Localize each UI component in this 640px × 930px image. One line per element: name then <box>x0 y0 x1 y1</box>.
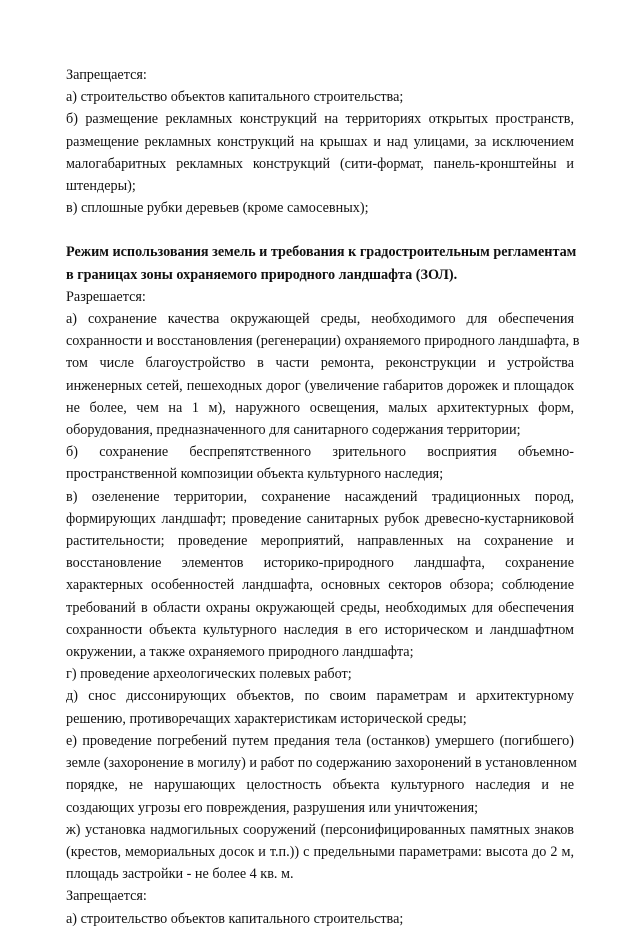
allowed-item-e-line: порядке, не нарушающих целостность объекта культурного наследия и не <box>66 777 574 794</box>
prohibited-heading: Запрещается: <box>66 888 147 905</box>
section-title <box>66 241 577 285</box>
allowed-heading: Разрешается: <box>66 288 146 305</box>
list-item-v-line: в) сплошные рубки деревьев (кроме самосевных); <box>66 200 369 217</box>
list-item-b-line: б) размещение рекламных конструкций на территориях открытых пространств, <box>66 111 574 128</box>
allowed-item-zh-line: площадь застройки - не более 4 кв. м. <box>66 866 294 883</box>
allowed-item-v-line: формирующих ландшафт; проведение санитарных рубок древесно-кустарниковой <box>66 510 574 527</box>
allowed-item-a-line: оборудования, предназначенного для санитарного содержания территории; <box>66 422 521 439</box>
prohibited-heading: Запрещается: <box>66 67 147 83</box>
section-prohibited-1 <box>66 64 574 219</box>
allowed-item-a-line: а) сохранение качества окружающей среды, необходимого для обеспечения <box>66 311 574 328</box>
section-prohibited-2 <box>66 885 574 929</box>
allowed-item-v-line: восстановление элементов историко-природного ландшафта, сохранение <box>66 555 574 572</box>
list-item-b-line: малогабаритных рекламных конструкций (сити-формат, панель-кронштейны и <box>66 155 574 172</box>
prohibited-item-a-line: а) строительство объектов капитального строительства; <box>66 910 404 927</box>
allowed-item-v-line: требований в области охраны окружающей среды, необходимых для обеспечения <box>66 599 574 616</box>
allowed-item-e-line: земле (захоронение в могилу) и работ по содержанию захоронений в установленном <box>66 755 577 772</box>
list-item-a-line: а) строительство объектов капитального строительства; <box>66 89 404 106</box>
allowed-item-v-line: сохранности объекта культурного наследия в его историческом и ландшафтном <box>66 621 574 638</box>
allowed-item-v-line: характерных особенностей ландшафта, основных секторов обзора; соблюдение <box>66 577 574 594</box>
allowed-item-d-line: д) снос диссонирующих объектов, по своим параметрам и архитектурному <box>66 688 574 705</box>
paragraph-gap <box>66 219 574 241</box>
allowed-item-b-line: пространственной композиции объекта культурного наследия; <box>66 466 444 483</box>
section-title-line: Режим использования земель и требования к градостроительным регламентам <box>66 244 577 261</box>
allowed-item-a-line: том числе благоустройство в части ремонта, реконструкции и устройства <box>66 355 574 372</box>
list-item-b-line: штендеры); <box>66 178 136 195</box>
allowed-item-a-line: не более, чем на 1 м), наружного освещения, малых архитектурных форм, <box>66 399 574 416</box>
allowed-item-v-line: окружении, а также охраняемого природного ландшафта; <box>66 644 414 661</box>
allowed-item-b-line: б) сохранение беспрепятственного зрительного восприятия объемно- <box>66 444 574 461</box>
allowed-item-d-line: решению, противоречащих характеристикам исторической среды; <box>66 710 467 727</box>
allowed-item-zh-line: ж) установка надмогильных сооружений (персонифицированных памятных знаков <box>66 821 574 838</box>
allowed-item-g-line: г) проведение археологических полевых работ; <box>66 666 352 683</box>
list-item-b-line: размещение рекламных конструкций на крышах и над улицами, за исключением <box>66 133 574 150</box>
allowed-item-a-line: сохранности и восстановления (регенерации) охраняемого природного ландшафта, в <box>66 333 580 350</box>
allowed-item-e-line: е) проведение погребений путем предания тела (останков) умершего (погибшего) <box>66 732 574 749</box>
allowed-item-v-line: в) озеленение территории, сохранение насаждений традиционных пород, <box>66 488 574 505</box>
allowed-item-a-line: инженерных сетей, пешеходных дорог (увеличение габаритов дорожек и площадок <box>66 377 574 394</box>
allowed-item-v-line: растительности; проведение мероприятий, направленных на сохранение и <box>66 533 574 550</box>
section-allowed <box>66 286 580 885</box>
allowed-item-zh-line: (крестов, мемориальных досок и т.п.)) с предельными параметрами: высота до 2 м, <box>66 843 574 860</box>
allowed-item-e-line: создающих угрозы его повреждения, разрушения или уничтожения; <box>66 799 479 816</box>
section-title-line: в границах зоны охраняемого природного ландшафта (ЗОЛ). <box>66 266 458 283</box>
